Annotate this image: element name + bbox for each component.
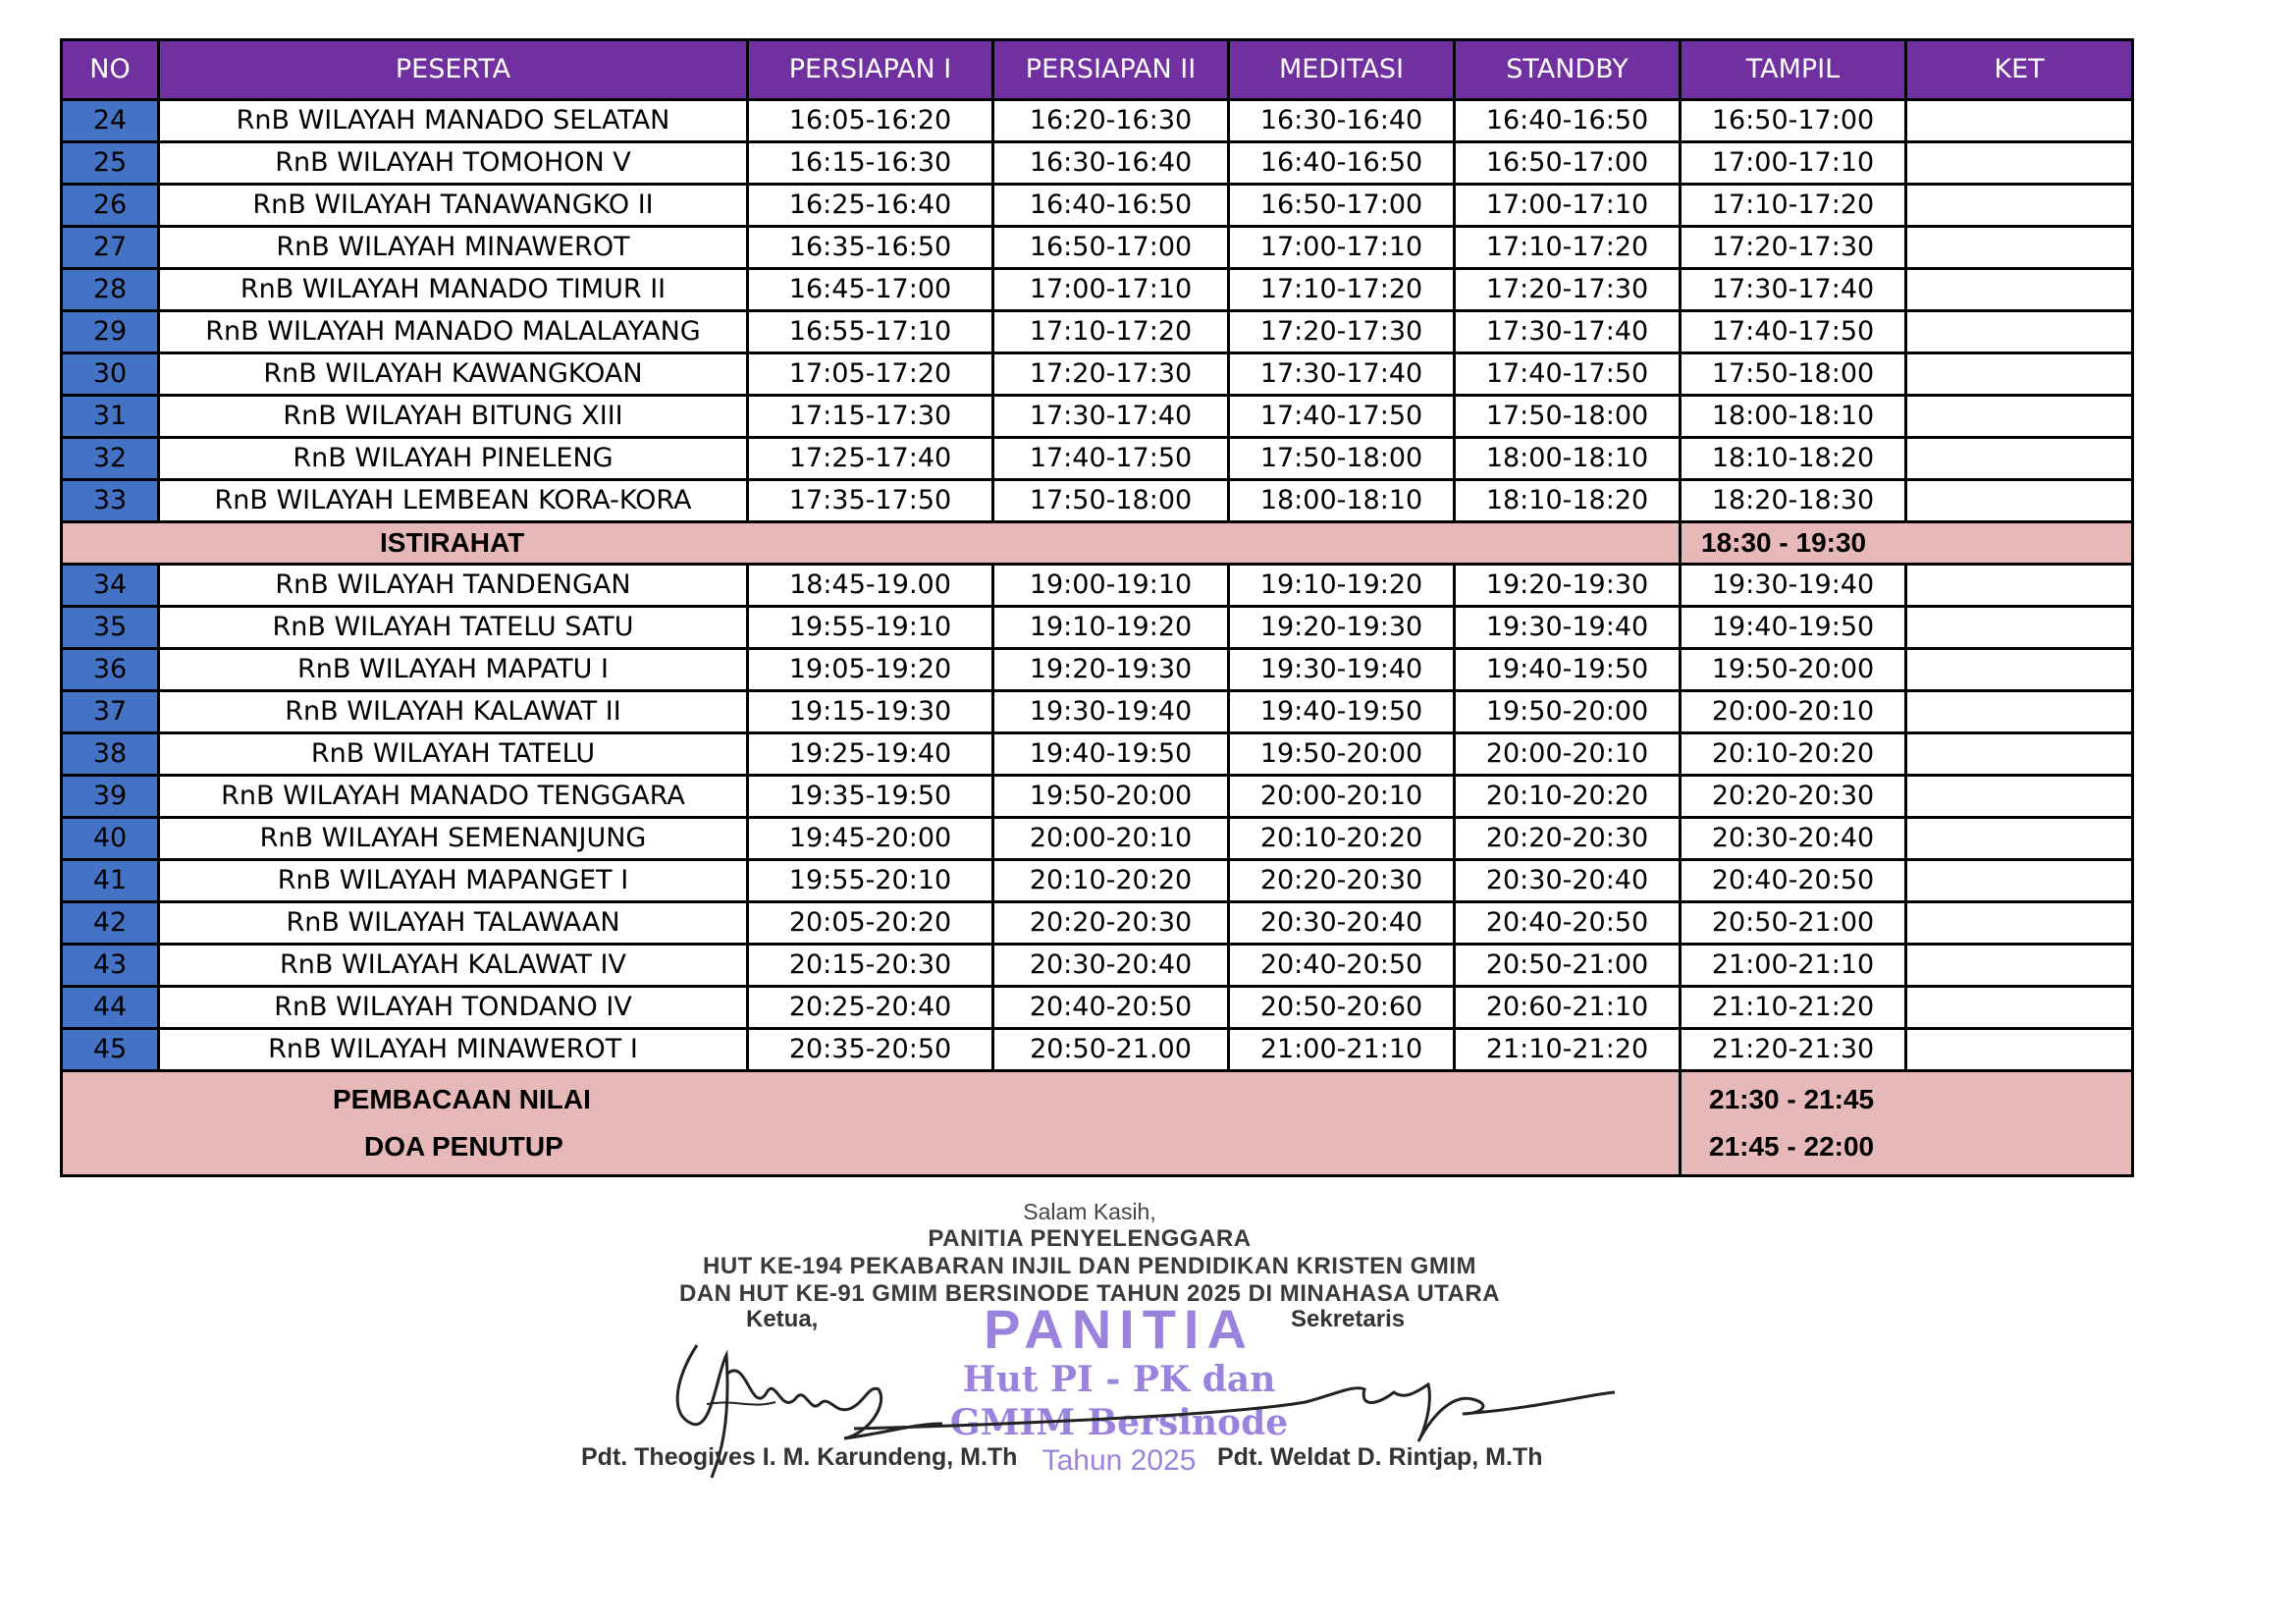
tampil-time: 19:40-19:50 [1681, 607, 1906, 649]
persiapan-1-time: 17:05-17:20 [748, 353, 993, 396]
row-number: 26 [62, 185, 159, 227]
standby-time: 17:30-17:40 [1455, 311, 1681, 353]
table-row [62, 396, 2133, 438]
persiapan-1-time: 20:05-20:20 [748, 902, 993, 945]
participant-name: RnB WILAYAH MINAWEROT [159, 227, 748, 269]
standby-time: 20:00-20:10 [1455, 733, 1681, 776]
row-number: 38 [62, 733, 159, 776]
tampil-time: 20:00-20:10 [1681, 691, 1906, 733]
tampil-time: 20:10-20:20 [1681, 733, 1906, 776]
participant-name: RnB WILAYAH TATELU [159, 733, 748, 776]
tampil-time: 18:20-18:30 [1681, 480, 1906, 522]
col-ket: KET [1906, 40, 2133, 100]
row-number: 36 [62, 649, 159, 691]
break-row [62, 522, 2133, 565]
persiapan-1-time: 19:45-20:00 [748, 818, 993, 860]
persiapan-1-time: 19:15-19:30 [748, 691, 993, 733]
persiapan-2-time: 16:20-16:30 [993, 100, 1229, 142]
row-number: 44 [62, 987, 159, 1029]
meditasi-time: 17:00-17:10 [1229, 227, 1455, 269]
table-row [62, 227, 2133, 269]
meditasi-time: 17:20-17:30 [1229, 311, 1455, 353]
ket-cell [1906, 945, 2133, 987]
participant-name: RnB WILAYAH MINAWEROT I [159, 1029, 748, 1071]
tampil-time: 17:20-17:30 [1681, 227, 1906, 269]
event-line-1: HUT KE-194 PEKABARAN INJIL DAN PENDIDIKAN KRISTEN GMIM [703, 1253, 1476, 1279]
participant-name: RnB WILAYAH MANADO TENGGARA [159, 776, 748, 818]
row-number: 43 [62, 945, 159, 987]
ket-cell [1906, 227, 2133, 269]
persiapan-1-time: 16:35-16:50 [748, 227, 993, 269]
role-secretary: Sekretaris [1291, 1306, 1406, 1332]
tampil-time: 16:50-17:00 [1681, 100, 1906, 142]
persiapan-2-time: 19:50-20:00 [993, 776, 1229, 818]
persiapan-2-time: 17:50-18:00 [993, 480, 1229, 522]
standby-time: 16:40-16:50 [1455, 100, 1681, 142]
meditasi-time: 19:30-19:40 [1229, 649, 1455, 691]
tampil-time: 20:20-20:30 [1681, 776, 1906, 818]
standby-time: 19:30-19:40 [1455, 607, 1681, 649]
table-row [62, 142, 2133, 185]
persiapan-2-time: 16:30-16:40 [993, 142, 1229, 185]
standby-time: 17:00-17:10 [1455, 185, 1681, 227]
participant-name: RnB WILAYAH MANADO MALALAYANG [159, 311, 748, 353]
persiapan-2-time: 20:30-20:40 [993, 945, 1229, 987]
meditasi-time: 20:40-20:50 [1229, 945, 1455, 987]
closing-time: 21:30 - 21:45 [1709, 1084, 1875, 1114]
row-number: 41 [62, 860, 159, 902]
persiapan-2-time: 20:20-20:30 [993, 902, 1229, 945]
participant-name: RnB WILAYAH MANADO TIMUR II [159, 269, 748, 311]
ket-cell [1906, 353, 2133, 396]
meditasi-time: 20:20-20:30 [1229, 860, 1455, 902]
meditasi-time: 19:40-19:50 [1229, 691, 1455, 733]
persiapan-2-time: 17:10-17:20 [993, 311, 1229, 353]
table-row [62, 945, 2133, 987]
meditasi-time: 17:30-17:40 [1229, 353, 1455, 396]
ket-cell [1906, 902, 2133, 945]
row-number: 45 [62, 1029, 159, 1071]
row-number: 25 [62, 142, 159, 185]
participant-name: RnB WILAYAH TALAWAAN [159, 902, 748, 945]
row-number: 35 [62, 607, 159, 649]
persiapan-2-time: 19:10-19:20 [993, 607, 1229, 649]
standby-time: 19:50-20:00 [1455, 691, 1681, 733]
table-row [62, 353, 2133, 396]
participant-name: RnB WILAYAH PINELENG [159, 438, 748, 480]
table-row [62, 185, 2133, 227]
role-chair: Ketua, [746, 1306, 819, 1332]
table-row [62, 565, 2133, 607]
standby-time: 20:60-21:10 [1455, 987, 1681, 1029]
tampil-time: 17:10-17:20 [1681, 185, 1906, 227]
closing-row-prayer [62, 1123, 2133, 1176]
tampil-time: 17:00-17:10 [1681, 142, 1906, 185]
tampil-time: 18:00-18:10 [1681, 396, 1906, 438]
table-row [62, 269, 2133, 311]
standby-time: 19:40-19:50 [1455, 649, 1681, 691]
tampil-time: 21:20-21:30 [1681, 1029, 1906, 1071]
row-number: 30 [62, 353, 159, 396]
table-row [62, 776, 2133, 818]
stamp-line-3: GMIM Bersinode [949, 1402, 1289, 1443]
persiapan-1-time: 19:55-19:10 [748, 607, 993, 649]
participant-name: RnB WILAYAH TOMOHON V [159, 142, 748, 185]
persiapan-1-time: 17:25-17:40 [748, 438, 993, 480]
persiapan-2-time: 16:40-16:50 [993, 185, 1229, 227]
greeting: Salam Kasih, [1023, 1199, 1156, 1224]
persiapan-1-time: 20:15-20:30 [748, 945, 993, 987]
row-number: 32 [62, 438, 159, 480]
meditasi-time: 20:00-20:10 [1229, 776, 1455, 818]
row-number: 24 [62, 100, 159, 142]
name-chair: Pdt. Theogives I. M. Karundeng, M.Th [581, 1443, 1018, 1471]
committee-title: PANITIA PENYELENGGARA [928, 1225, 1252, 1252]
persiapan-2-time: 19:20-19:30 [993, 649, 1229, 691]
tampil-time: 17:50-18:00 [1681, 353, 1906, 396]
standby-time: 18:00-18:10 [1455, 438, 1681, 480]
persiapan-2-time: 19:40-19:50 [993, 733, 1229, 776]
stamp-line-1: PANITIA [984, 1298, 1255, 1360]
standby-time: 21:10-21:20 [1455, 1029, 1681, 1071]
closing-label: PEMBACAAN NILAI [333, 1084, 591, 1114]
tampil-time: 21:00-21:10 [1681, 945, 1906, 987]
meditasi-time: 20:10-20:20 [1229, 818, 1455, 860]
ket-cell [1906, 142, 2133, 185]
persiapan-1-time: 16:55-17:10 [748, 311, 993, 353]
persiapan-2-time: 17:20-17:30 [993, 353, 1229, 396]
meditasi-time: 19:20-19:30 [1229, 607, 1455, 649]
row-number: 31 [62, 396, 159, 438]
row-number: 33 [62, 480, 159, 522]
tampil-time: 20:40-20:50 [1681, 860, 1906, 902]
ket-cell [1906, 691, 2133, 733]
ket-cell [1906, 860, 2133, 902]
row-number: 28 [62, 269, 159, 311]
ket-cell [1906, 480, 2133, 522]
persiapan-1-time: 16:05-16:20 [748, 100, 993, 142]
participant-name: RnB WILAYAH SEMENANJUNG [159, 818, 748, 860]
ket-cell [1906, 733, 2133, 776]
secretary-signature [844, 1355, 1620, 1453]
ket-cell [1906, 396, 2133, 438]
ket-cell [1906, 565, 2133, 607]
ket-cell [1906, 649, 2133, 691]
col-persiapan-2: PERSIAPAN II [993, 40, 1229, 100]
persiapan-1-time: 20:35-20:50 [748, 1029, 993, 1071]
persiapan-2-time: 20:50-21.00 [993, 1029, 1229, 1071]
persiapan-1-time: 17:15-17:30 [748, 396, 993, 438]
col-tampil: TAMPIL [1681, 40, 1906, 100]
tampil-time: 18:10-18:20 [1681, 438, 1906, 480]
persiapan-1-time: 20:25-20:40 [748, 987, 993, 1029]
break-label: ISTIRAHAT [380, 527, 525, 558]
tampil-time: 20:30-20:40 [1681, 818, 1906, 860]
ket-cell [1906, 269, 2133, 311]
tampil-time: 21:10-21:20 [1681, 987, 1906, 1029]
ket-cell [1906, 818, 2133, 860]
participant-name: RnB WILAYAH BITUNG XIII [159, 396, 748, 438]
persiapan-2-time: 17:30-17:40 [993, 396, 1229, 438]
ket-cell [1906, 987, 2133, 1029]
meditasi-time: 17:10-17:20 [1229, 269, 1455, 311]
ket-cell [1906, 438, 2133, 480]
persiapan-2-time: 20:10-20:20 [993, 860, 1229, 902]
ket-cell [1906, 311, 2133, 353]
meditasi-time: 19:50-20:00 [1229, 733, 1455, 776]
participant-name: RnB WILAYAH LEMBEAN KORA-KORA [159, 480, 748, 522]
stamp-line-2: Hut PI - PK dan [962, 1359, 1276, 1400]
meditasi-time: 16:50-17:00 [1229, 185, 1455, 227]
closing-label: DOA PENUTUP [364, 1131, 563, 1162]
persiapan-1-time: 18:45-19.00 [748, 565, 993, 607]
standby-time: 20:50-21:00 [1455, 945, 1681, 987]
tampil-time: 19:50-20:00 [1681, 649, 1906, 691]
event-line-2: DAN HUT KE-91 GMIM BERSINODE TAHUN 2025 DI MINAHASA UTARA [678, 1280, 1501, 1307]
persiapan-2-time: 19:00-19:10 [993, 565, 1229, 607]
meditasi-time: 16:30-16:40 [1229, 100, 1455, 142]
tampil-time: 17:30-17:40 [1681, 269, 1906, 311]
col-persiapan-1: PERSIAPAN I [748, 40, 993, 100]
schedule-table [60, 38, 2134, 1177]
persiapan-1-time: 16:15-16:30 [748, 142, 993, 185]
row-number: 29 [62, 311, 159, 353]
standby-time: 19:20-19:30 [1455, 565, 1681, 607]
meditasi-time: 16:40-16:50 [1229, 142, 1455, 185]
row-number: 40 [62, 818, 159, 860]
table-row [62, 438, 2133, 480]
closing-time: 21:45 - 22:00 [1709, 1131, 1875, 1162]
standby-time: 20:20-20:30 [1455, 818, 1681, 860]
row-number: 42 [62, 902, 159, 945]
persiapan-2-time: 20:00-20:10 [993, 818, 1229, 860]
persiapan-1-time: 16:45-17:00 [748, 269, 993, 311]
participant-name: RnB WILAYAH MAPATU I [159, 649, 748, 691]
ket-cell [1906, 776, 2133, 818]
meditasi-time: 17:50-18:00 [1229, 438, 1455, 480]
persiapan-2-time: 20:40-20:50 [993, 987, 1229, 1029]
col-no: NO [62, 40, 159, 100]
participant-name: RnB WILAYAH KAWANGKOAN [159, 353, 748, 396]
participant-name: RnB WILAYAH MANADO SELATAN [159, 100, 748, 142]
persiapan-2-time: 16:50-17:00 [993, 227, 1229, 269]
standby-time: 17:50-18:00 [1455, 396, 1681, 438]
table-row [62, 987, 2133, 1029]
meditasi-time: 17:40-17:50 [1229, 396, 1455, 438]
tampil-time: 17:40-17:50 [1681, 311, 1906, 353]
persiapan-2-time: 17:00-17:10 [993, 269, 1229, 311]
signature-block [550, 1198, 1629, 1308]
persiapan-1-time: 19:35-19:50 [748, 776, 993, 818]
standby-time: 20:30-20:40 [1455, 860, 1681, 902]
standby-time: 17:20-17:30 [1455, 269, 1681, 311]
meditasi-time: 18:00-18:10 [1229, 480, 1455, 522]
col-peserta: PESERTA [159, 40, 748, 100]
col-meditasi: MEDITASI [1229, 40, 1455, 100]
break-time: 18:30 - 19:30 [1701, 527, 1867, 558]
meditasi-time: 20:30-20:40 [1229, 902, 1455, 945]
persiapan-1-time: 19:25-19:40 [748, 733, 993, 776]
participant-name: RnB WILAYAH TONDANO IV [159, 987, 748, 1029]
meditasi-time: 19:10-19:20 [1229, 565, 1455, 607]
meditasi-time: 20:50-20:60 [1229, 987, 1455, 1029]
participant-name: RnB WILAYAH TANDENGAN [159, 565, 748, 607]
table-row [62, 860, 2133, 902]
ket-cell [1906, 185, 2133, 227]
table-row [62, 480, 2133, 522]
persiapan-2-time: 17:40-17:50 [993, 438, 1229, 480]
col-standby: STANDBY [1455, 40, 1681, 100]
closing-row-scores [62, 1071, 2133, 1124]
standby-time: 16:50-17:00 [1455, 142, 1681, 185]
participant-name: RnB WILAYAH TANAWANGKO II [159, 185, 748, 227]
table-row [62, 818, 2133, 860]
participant-name: RnB WILAYAH TATELU SATU [159, 607, 748, 649]
ket-cell [1906, 607, 2133, 649]
table-row [62, 902, 2133, 945]
table-row [62, 649, 2133, 691]
table-row [62, 691, 2133, 733]
participant-name: RnB WILAYAH KALAWAT II [159, 691, 748, 733]
persiapan-1-time: 17:35-17:50 [748, 480, 993, 522]
tampil-time: 20:50-21:00 [1681, 902, 1906, 945]
stamp-line-4: Tahun 2025 [1041, 1444, 1197, 1477]
persiapan-1-time: 16:25-16:40 [748, 185, 993, 227]
standby-time: 20:10-20:20 [1455, 776, 1681, 818]
persiapan-2-time: 19:30-19:40 [993, 691, 1229, 733]
participant-name: RnB WILAYAH KALAWAT IV [159, 945, 748, 987]
table-row [62, 311, 2133, 353]
standby-time: 20:40-20:50 [1455, 902, 1681, 945]
table-row [62, 733, 2133, 776]
header-row [62, 40, 2133, 100]
ket-cell [1906, 1029, 2133, 1071]
standby-time: 17:40-17:50 [1455, 353, 1681, 396]
participant-name: RnB WILAYAH MAPANGET I [159, 860, 748, 902]
row-number: 39 [62, 776, 159, 818]
table-row [62, 100, 2133, 142]
row-number: 34 [62, 565, 159, 607]
name-secretary: Pdt. Weldat D. Rintjap, M.Th [1217, 1443, 1543, 1471]
table-row [62, 1029, 2133, 1071]
tampil-time: 19:30-19:40 [1681, 565, 1906, 607]
row-number: 27 [62, 227, 159, 269]
meditasi-time: 21:00-21:10 [1229, 1029, 1455, 1071]
row-number: 37 [62, 691, 159, 733]
standby-time: 17:10-17:20 [1455, 227, 1681, 269]
ket-cell [1906, 100, 2133, 142]
persiapan-1-time: 19:05-19:20 [748, 649, 993, 691]
standby-time: 18:10-18:20 [1455, 480, 1681, 522]
persiapan-1-time: 19:55-20:10 [748, 860, 993, 902]
table-row [62, 607, 2133, 649]
